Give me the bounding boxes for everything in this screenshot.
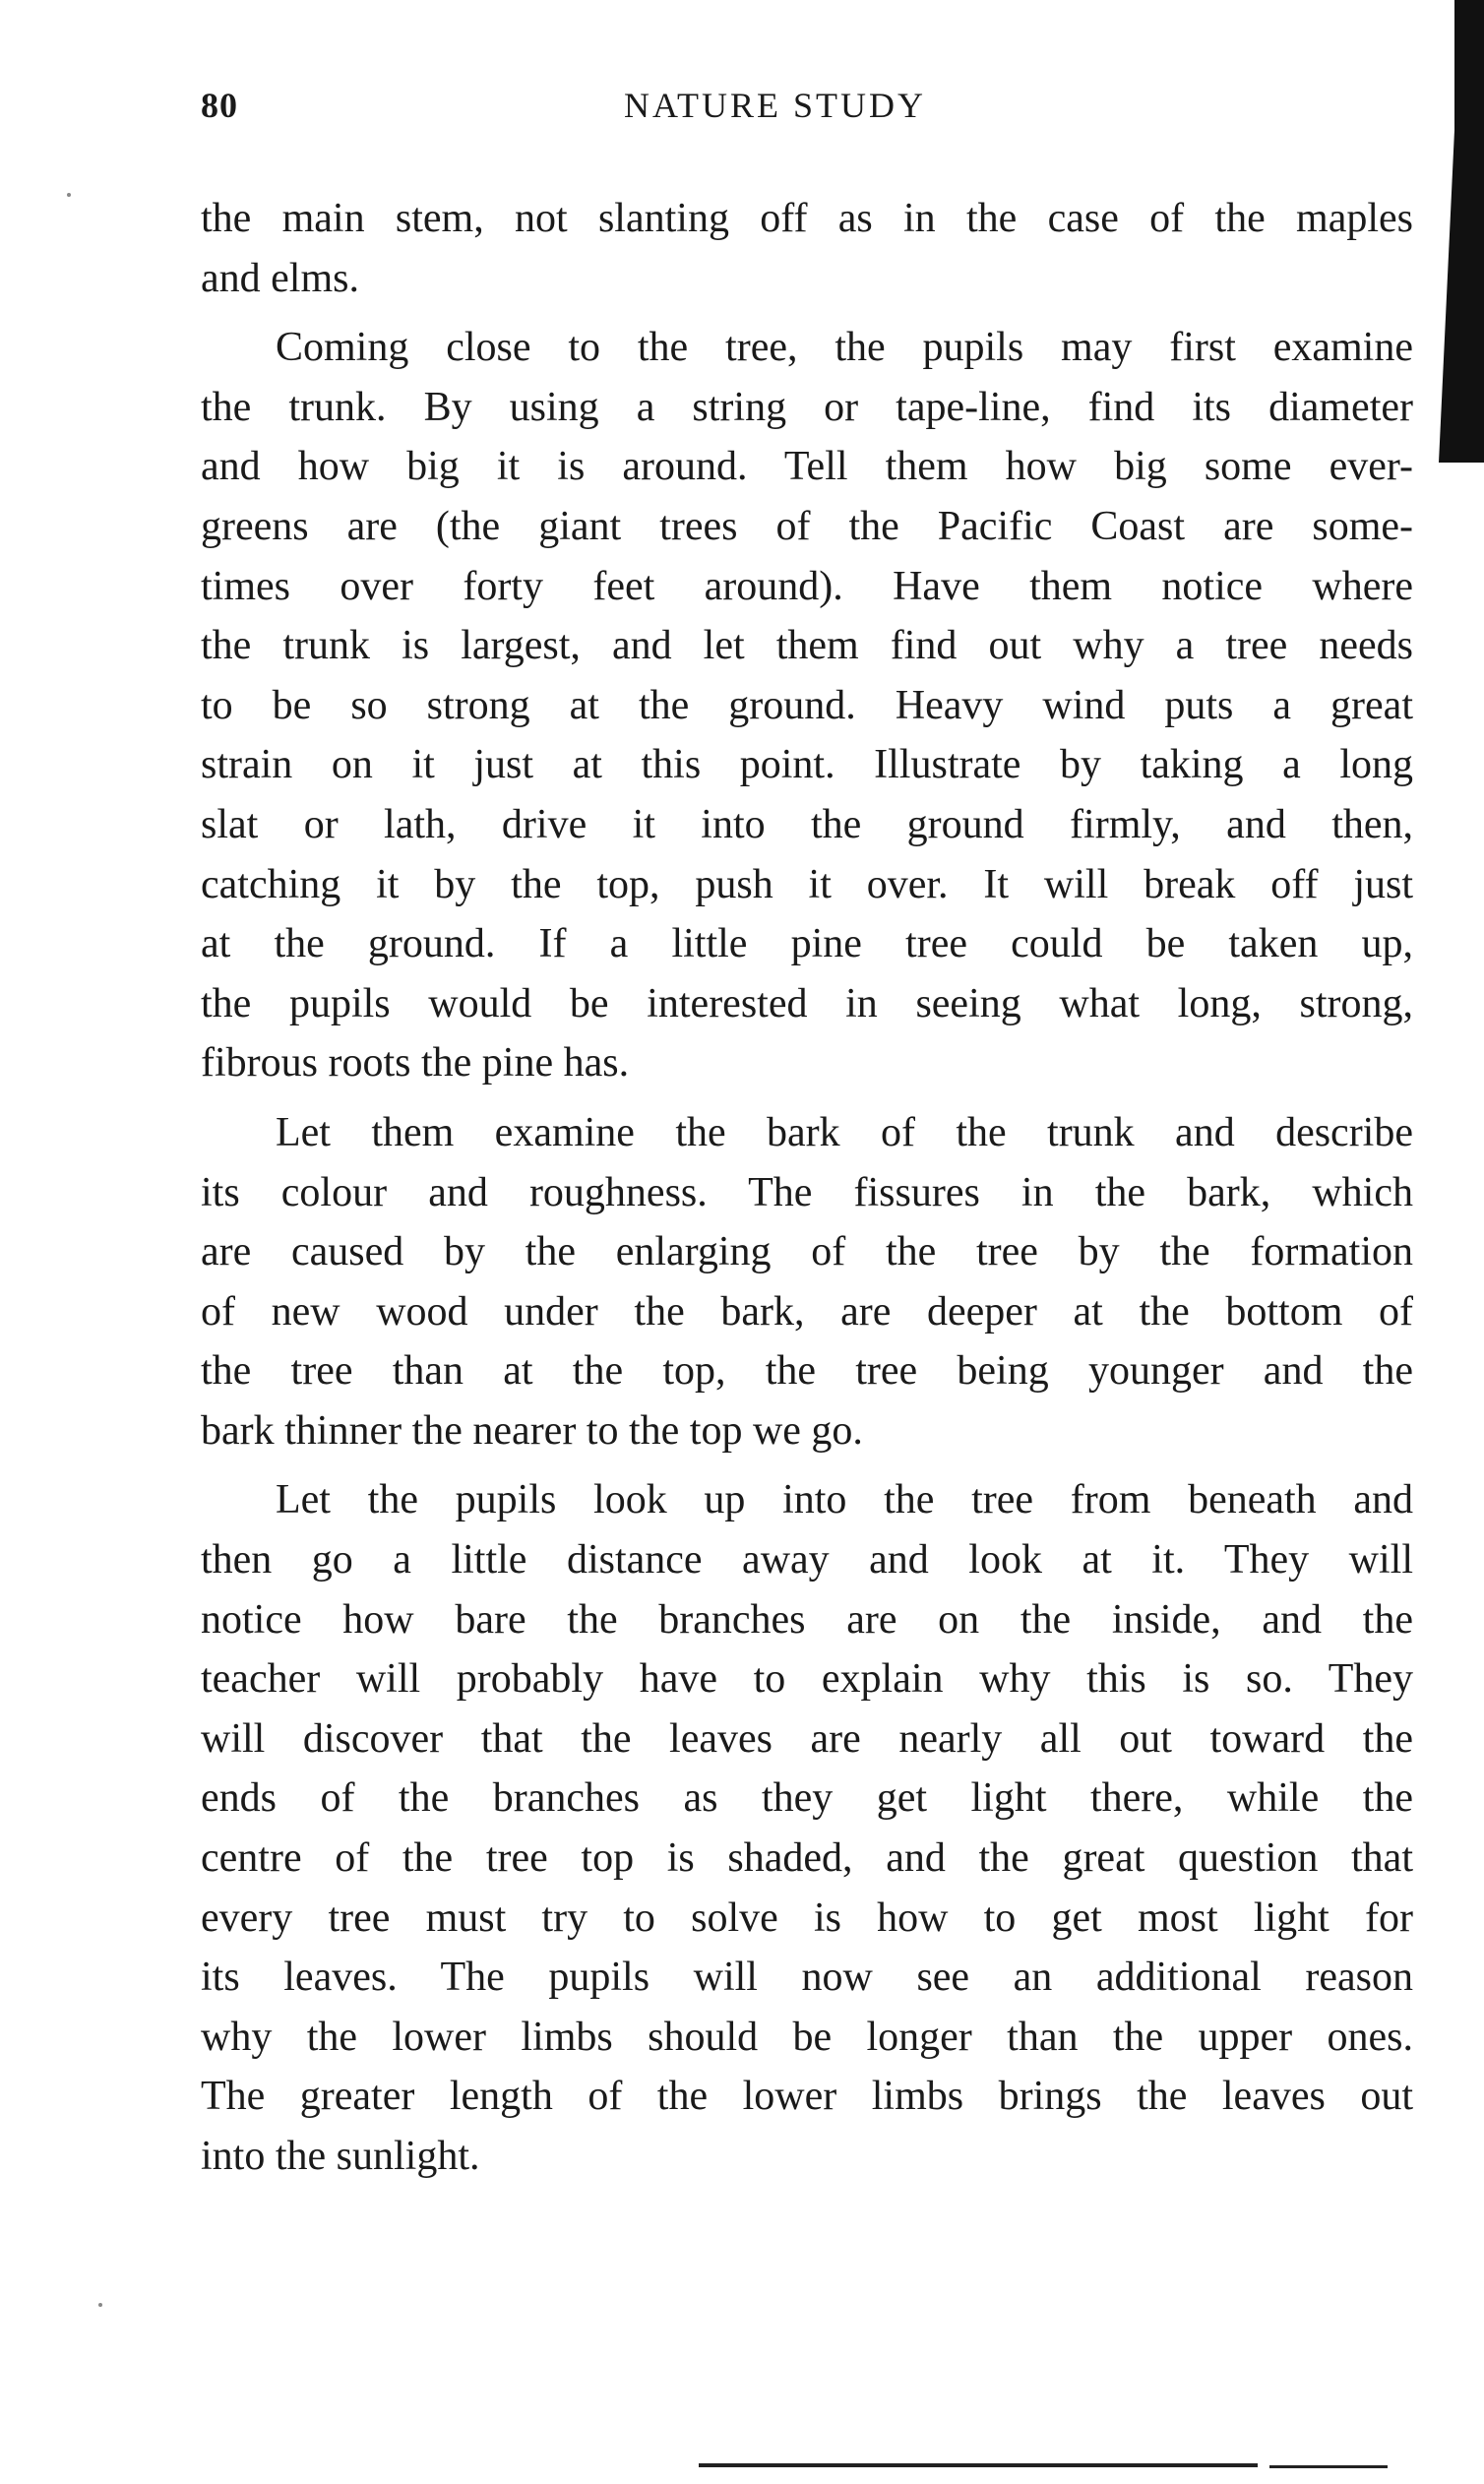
text-line: Let the pupils look up into the tree from beneath and (276, 1477, 1413, 1523)
paragraph-1 (201, 189, 1413, 308)
text-line: teacher will probably have to explain why this is so. They (201, 1656, 1413, 1703)
text-line: Let them examine the bark of the trunk and describe (276, 1109, 1413, 1155)
text-line: bark thinner the nearer to the top we go. (201, 1407, 863, 1454)
text-line: Coming close to the tree, the pupils may first examine (276, 325, 1413, 371)
bottom-edge-rule (699, 2463, 1258, 2467)
text-line: every tree must try to solve is how to get most light for (201, 1894, 1413, 1941)
running-title: NATURE STUDY (624, 86, 927, 125)
text-line: greens are (the giant trees of the Pacific Coast are some- (201, 503, 1413, 549)
text-line: will discover that the leaves are nearly all out toward the (201, 1715, 1413, 1762)
text-line: the tree than at the top, the tree being younger and the (201, 1348, 1413, 1395)
text-line: and elms. (201, 255, 359, 301)
text-line: notice how bare the branches are on the inside, and the (201, 1596, 1413, 1643)
scan-speck (98, 2303, 102, 2307)
text-line: slat or lath, drive it into the ground firmly, and then, (201, 801, 1413, 847)
text-line: the pupils would be interested in seeing what long, strong, (201, 980, 1413, 1026)
text-line: times over forty feet around). Have them notice where (201, 563, 1413, 609)
paragraph-3 (201, 1103, 1413, 1461)
text-line: its leaves. The pupils will now see an additional reason (201, 1955, 1413, 2001)
text-line: why the lower limbs should be longer than the upper ones. (201, 2014, 1413, 2060)
text-line: catching it by the top, push it over. It will break off just (201, 861, 1413, 907)
text-line: strain on it just at this point. Illustrate by taking a long (201, 742, 1413, 788)
text-line: the main stem, not slanting off as in the case of the maples (201, 196, 1413, 241)
text-line: the trunk is largest, and let them find out why a tree needs (201, 623, 1413, 669)
text-line: are caused by the enlarging of the tree by the formation (201, 1229, 1413, 1275)
page-number: 80 (201, 86, 238, 125)
text-line: at the ground. If a little pine tree could be taken up, (201, 921, 1413, 967)
text-line: and how big it is around. Tell them how big some ever- (201, 444, 1413, 490)
bottom-edge-rule-right (1269, 2465, 1388, 2468)
text-line: into the sunlight. (201, 2134, 480, 2179)
text-line: its colour and roughness. The fissures in the bark, which (201, 1169, 1413, 1215)
text-line: ends of the branches as they get light there, while the (201, 1775, 1413, 1822)
text-line: of new wood under the bark, are deeper at the bottom of (201, 1288, 1413, 1335)
scan-edge-shadow (1454, 0, 1484, 463)
text-line: The greater length of the lower limbs brings the leaves out (201, 2074, 1413, 2120)
text-line: centre of the tree top is shaded, and the great question that (201, 1835, 1413, 1882)
body-text (201, 189, 1413, 2197)
text-line: to be so strong at the ground. Heavy wind puts a great (201, 682, 1413, 728)
text-line: the trunk. By using a string or tape-line, find its diameter (201, 384, 1413, 430)
text-line: fibrous roots the pine has. (201, 1040, 630, 1087)
paragraph-4 (201, 1470, 1413, 2186)
page-header (201, 85, 1411, 134)
scan-edge-shadow-tail (1439, 89, 1456, 463)
text-line: then go a little distance away and look at it. They will (201, 1537, 1413, 1584)
paragraph-2 (201, 318, 1413, 1093)
scan-speck (67, 193, 71, 197)
